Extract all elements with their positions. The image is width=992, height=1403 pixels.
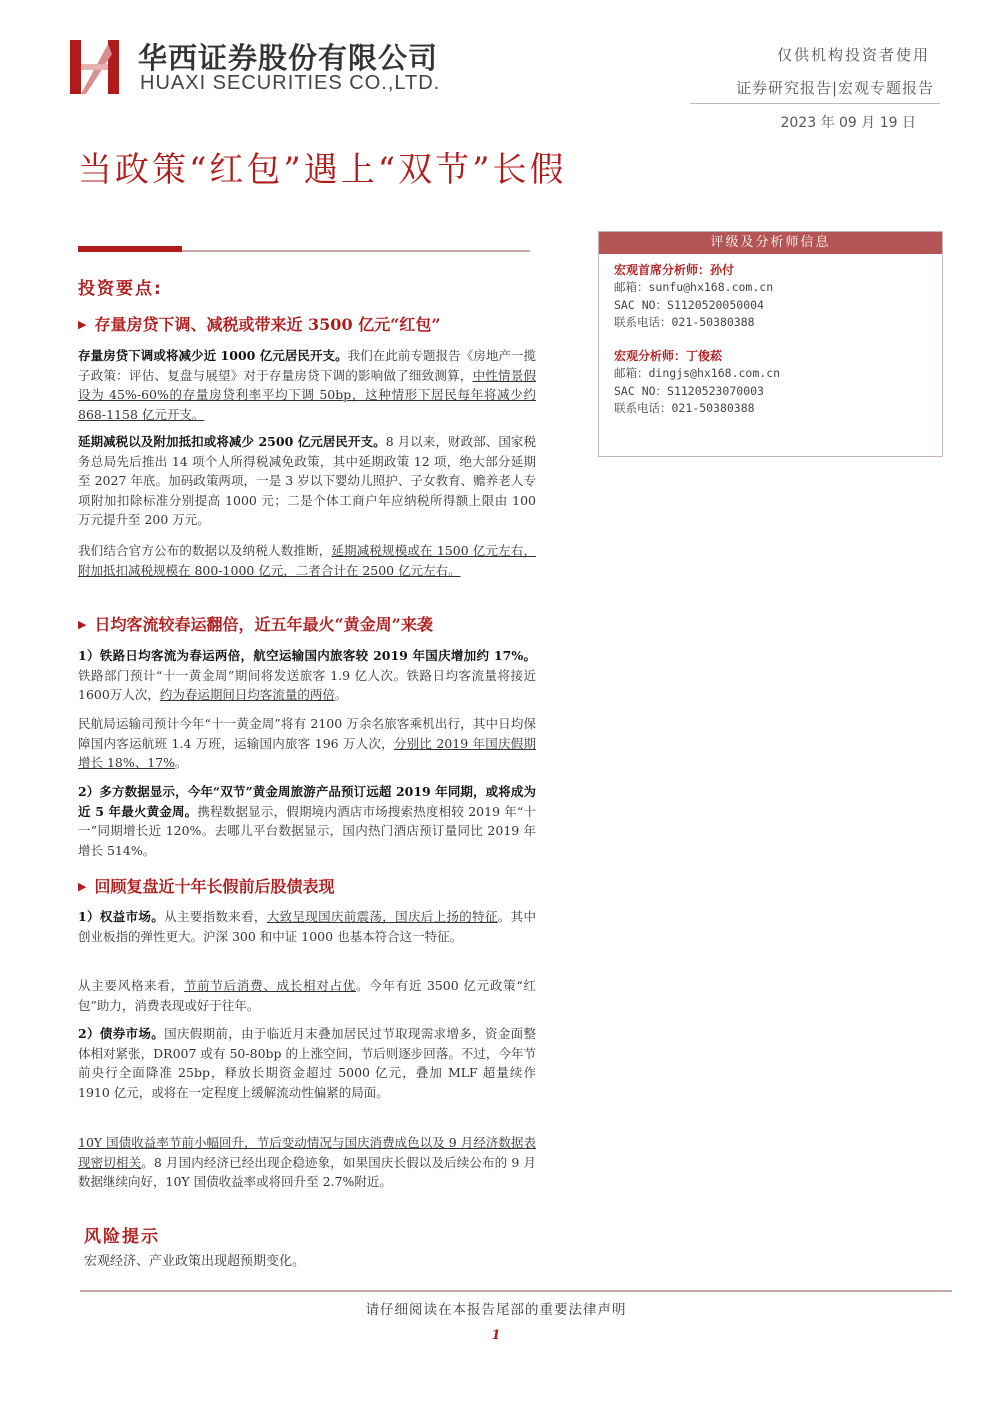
text-run: 我们在此前专题报告《房地产一揽子政策：评估、复盘与展望》对于存量房贷下调的影响做了细致测算， — [78, 348, 536, 383]
paragraph-mortgage — [78, 346, 536, 424]
paragraph-equity — [78, 907, 536, 946]
underlined-run: 大致呈现国庆前震荡，国庆后上扬的特征 — [266, 909, 498, 924]
paragraph-bond — [78, 1024, 536, 1102]
risk-title: 风险提示 — [84, 1227, 160, 1247]
investor-tag: 仅供机构投资者使用 — [776, 46, 930, 64]
underlined-run: 节前节后消费、成长相对占优 — [183, 978, 356, 993]
paragraph-style — [78, 976, 536, 1015]
analyst-phone: 联系电话：021-50380388 — [614, 401, 755, 416]
section-title: 投资要点: — [78, 279, 163, 299]
paragraph-tax-estimate — [78, 541, 536, 580]
triangle-bullet-icon: ▶ — [78, 880, 87, 893]
bold-lead: 2）债券市场。 — [78, 1026, 165, 1041]
huaxi-logo-icon — [70, 38, 122, 96]
text-run: 国庆假期前，由于临近月末叠加居民过节取现需求增多，资金面整体相对紧张，DR007 或有 50-80bp 的上涨空间，节后则逐步回落。不过，今年节前央行全面降准 25bp，释放长期资金超过 5000 亿元，叠加 MLF 超量续作 1910 亿元，或将在一定程度上缓解流动性偏紧的局面。 — [78, 1026, 536, 1100]
paragraph-civil-aviation — [78, 714, 536, 773]
company-name-cn: 华西证券股份有限公司 — [138, 41, 439, 75]
report-date: 2023 年 09 月 19 日 — [780, 115, 916, 131]
bold-lead: 存量房贷下调或将减少近 1000 亿元居民开支。 — [78, 348, 348, 363]
analyst-name: 宏观分析师：丁俊菘 — [614, 349, 723, 363]
underlined-run: 分别比 2019 年国庆假期增长 18%、17% — [78, 735, 536, 771]
paragraph-travel-bookings — [78, 782, 536, 860]
text-run: 8 月以来，财政部、国家税务总局先后推出 14 项个人所得税减免政策，其中延期政策 12 项，绝大部分延期至 2027 年底。加码政策两项，一是 3 岁以下婴幼儿照护、子女教育、赡养老人专项附加扣除标准分别提高 1000 元；二是个体工商户年应纳税所得额上限由 100 万元提升至 200 万元。 — [78, 434, 536, 528]
text-run: 民航局运输司预计今年“十一黄金周”将有 2100 万余名旅客乘机出行，其中日均保障国内客运航班 1.4 万班，运输国内旅客 196 万人次， — [78, 716, 536, 751]
subhead-text: 日均客流较春运翻倍，近五年最火“黄金周”来袭 — [94, 615, 433, 634]
analyst-box-title: 评级及分析师信息 — [599, 232, 942, 254]
text-run: 。8 月国内经济已经出现企稳迹象，如果国庆长假以及后续公布的 9 月数据继续向好，10Y 国债收益率或将回升至 2.7%附近。 — [78, 1154, 536, 1190]
subhead-text: 回顾复盘近十年长假前后股债表现 — [94, 877, 335, 896]
underlined-run: 约为春运期间日均客流量的两倍 — [159, 687, 335, 703]
analyst-email[interactable]: 邮箱：dingjs@hx168.com.cn — [614, 366, 781, 381]
underlined-run: 10Y 国债收益率节前小幅回升，节后变动情况与国庆消费成色以及 9 月经济数据表现密切相关 — [78, 1135, 536, 1170]
report-type-tag: 证券研究报告|宏观专题报告 — [735, 79, 934, 97]
triangle-bullet-icon: ▶ — [78, 618, 87, 631]
page-number: 1 — [491, 1328, 501, 1343]
text-run: 。今年有近 3500 亿元政策“红包”助力，消费表现或好于往年。 — [78, 978, 536, 1013]
subhead-text: 存量房贷下调、减税或带来近 3500 亿元“红包” — [94, 315, 441, 334]
underlined-run: 延期减税规模或在 1500 亿元左右，附加抵扣减税规模在 800-1000 亿元，二者合计在 2500 亿元左右。 — [78, 543, 536, 578]
analyst-2 — [614, 348, 780, 418]
analyst-info-box — [598, 231, 943, 457]
paragraph-tax — [78, 432, 536, 530]
analyst-sac: SAC NO：S1120523070003 — [614, 383, 764, 398]
analyst-1 — [614, 262, 773, 332]
analyst-name: 宏观首席分析师：孙付 — [614, 263, 735, 277]
footer-divider — [80, 1290, 952, 1292]
bold-lead: 1）权益市场。 — [78, 909, 165, 924]
paragraph-rail-air — [78, 646, 536, 705]
header-divider — [690, 103, 940, 104]
analyst-sac: SAC NO：S1120520050004 — [614, 297, 764, 312]
analyst-email[interactable]: 邮箱：sunfu@hx168.com.cn — [614, 280, 774, 295]
paragraph-yield — [78, 1133, 536, 1192]
text-run: 。 — [175, 755, 188, 771]
text-run: 携程数据显示，假期境内酒店市场搜索热度相较 2019 年“十一”同期增长近 120%。去哪儿平台数据显示，国内热门酒店预订量同比 2019 年增长 514%。 — [78, 803, 536, 858]
subhead-1 — [78, 312, 441, 335]
report-title: 当政策“红包”遇上“双节”长假 — [78, 150, 567, 190]
bold-lead: 延期减税以及附加抵扣或将减少 2500 亿元居民开支。 — [78, 434, 386, 449]
risk-text: 宏观经济、产业政策出现超预期变化。 — [84, 1254, 306, 1269]
company-name-en: HUAXI SECURITIES CO.,LTD. — [140, 72, 441, 94]
text-run: 。其中创业板指的弹性更大。沪深 300 和中证 1000 也基本符合这一特征。 — [78, 909, 536, 944]
legal-notice: 请仔细阅读在本报告尾部的重要法律声明 — [365, 1302, 627, 1318]
text-run: 。 — [334, 687, 348, 703]
bold-lead: 2）多方数据显示，今年“双节”黄金周旅游产品预订远超 2019 年同期，或将成为近 5 年最火黄金周。 — [78, 784, 536, 819]
triangle-bullet-icon: ▶ — [78, 318, 87, 331]
text-run: 我们结合官方公布的数据以及纳税人数推断， — [78, 543, 332, 558]
text-run: 铁路部门预计“十一黄金周”期间将发送旅客 1.9 亿人次。铁路日均客流量将接近1600万人次， — [78, 667, 536, 703]
title-accent-bar — [78, 246, 182, 252]
subhead-2 — [78, 612, 433, 635]
underlined-run: 中性情景假设为 45%-60%的存量房贷利率平均下调 50bp，这种情形下居民每年将减少约 868-1158 亿元开支。 — [78, 367, 536, 422]
analyst-phone: 联系电话：021-50380388 — [614, 315, 755, 330]
subhead-3 — [78, 874, 334, 897]
text-run: 从主要风格来看， — [78, 978, 184, 993]
title-underline — [182, 250, 530, 252]
bold-lead: 1）铁路日均客流为春运两倍，航空运输国内旅客较 2019 年国庆增加约 17%。 — [78, 648, 536, 663]
text-run: 从主要指数来看， — [164, 909, 267, 924]
